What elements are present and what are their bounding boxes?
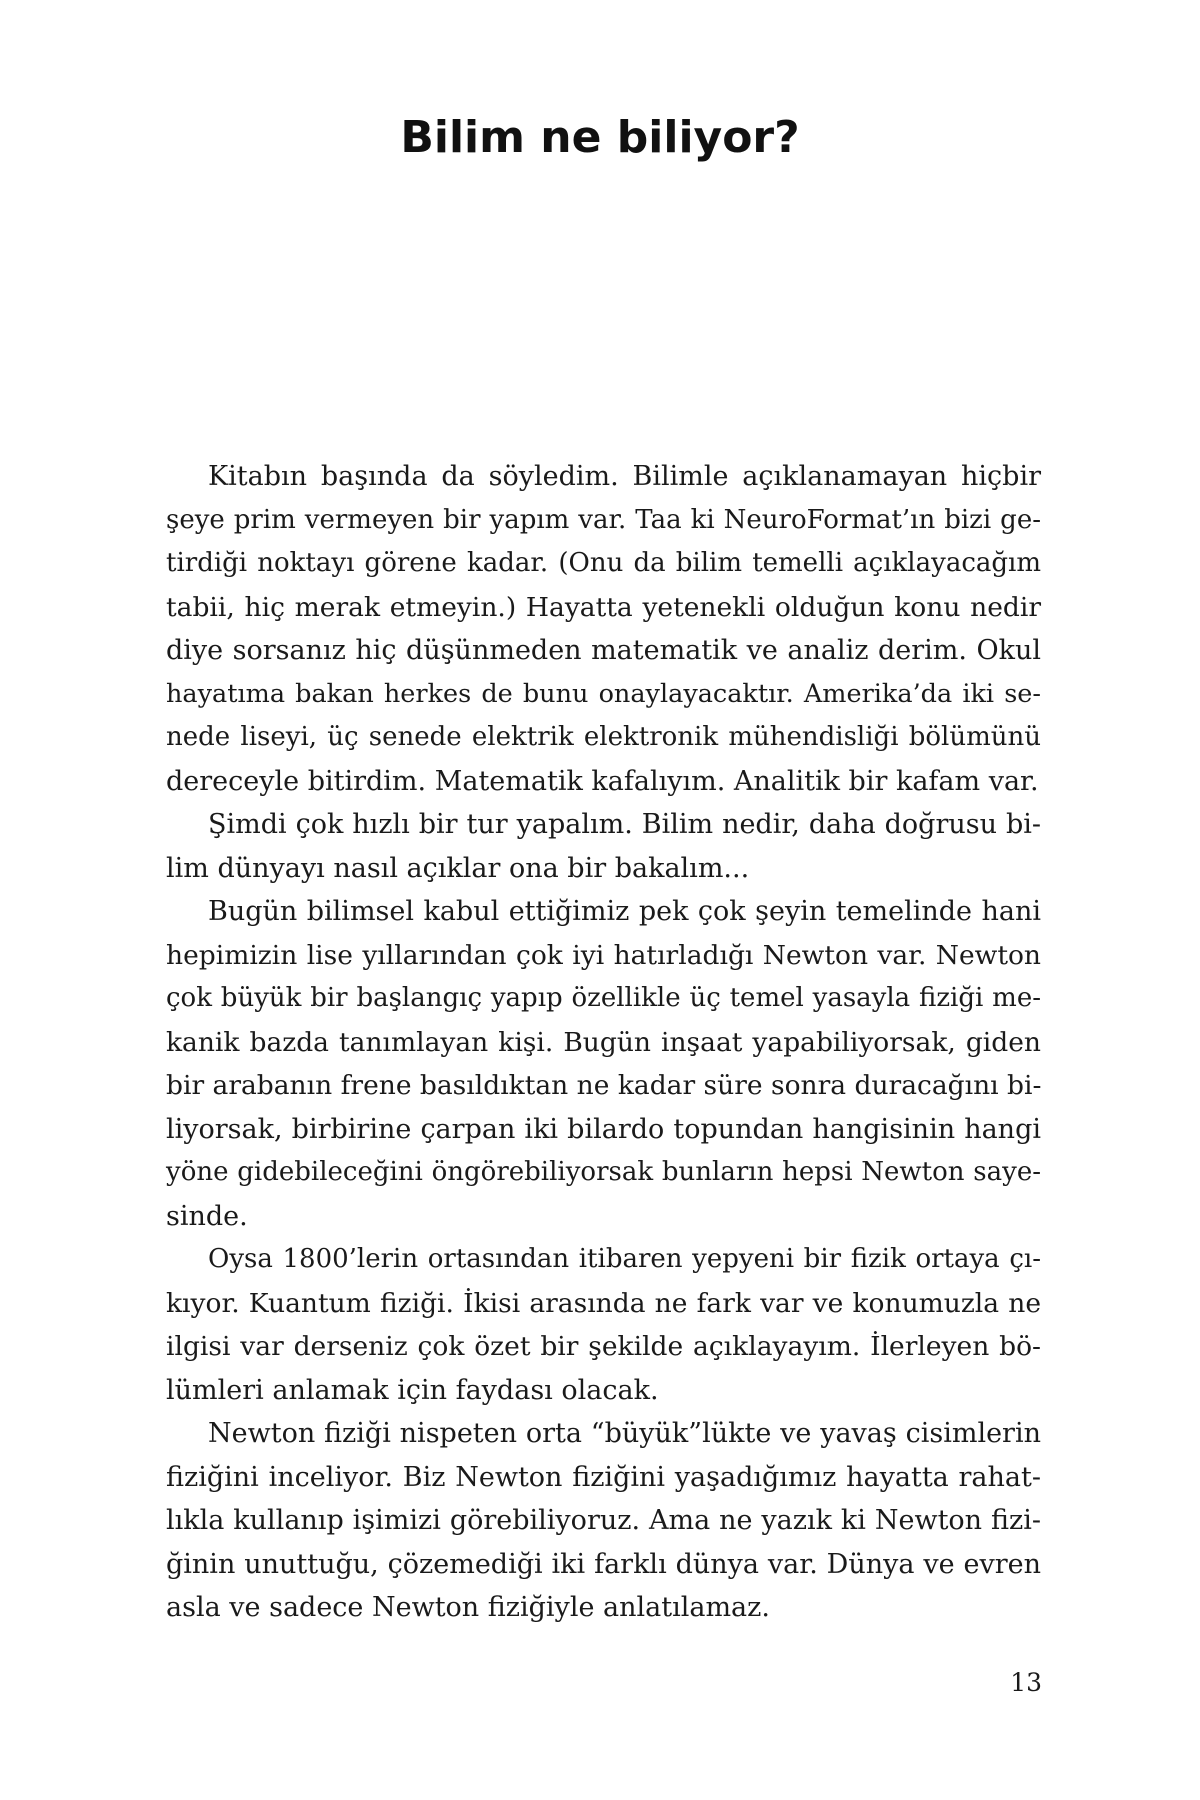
- text-line: fiziğini inceliyor. Biz Newton fiziğini yaşadığımız hayatta rahat-: [166, 1461, 1041, 1493]
- text-line: lümleri anlamak için faydası olacak.: [166, 1374, 659, 1406]
- text-line: hayatıma bakan herkes de bunu onaylayacaktır. Amerika’da iki se-: [166, 678, 1041, 709]
- text-line: diye sorsanız hiç düşünmeden matematik ve analiz derim. Okul: [166, 635, 1041, 666]
- text-line: yöne gidebileceğini öngörebiliyorsak bunların hepsi Newton saye-: [166, 1157, 1041, 1187]
- text-line: kanik bazda tanımlayan kişi. Bugün inşaat yapabiliyorsak, giden: [166, 1026, 1041, 1058]
- text-line: nede liseyi, üç senede elektrik elektronik mühendisliği bölümünü: [166, 722, 1041, 752]
- text-line: Bugün bilimsel kabul ettiğimiz pek çok şeyin temelinde hani: [208, 896, 1041, 927]
- text-line: Newton fiziği nispeten orta “büyük”lükte ve yavaş cisimlerin: [208, 1418, 1041, 1449]
- text-line: çok büyük bir başlangıç yapıp özellikle üç temel yasayla fiziği me-: [166, 983, 1041, 1013]
- chapter-title: Bilim ne biliyor?: [400, 112, 800, 163]
- text-line: Oysa 1800’lerin ortasından itibaren yepyeni bir fizik ortaya çı-: [208, 1244, 1041, 1274]
- text-line: liyorsak, birbirine çarpan iki bilardo topundan hangisinin hangi: [166, 1113, 1041, 1145]
- text-line: tabii, hiç merak etmeyin.) Hayatta yetenekli olduğun konu nedir: [166, 591, 1041, 623]
- body-text: [166, 455, 1041, 1630]
- text-line: Şimdi çok hızlı bir tur yapalım. Bilim nedir, daha doğrusu bi-: [208, 809, 1041, 840]
- text-line: hepimizin lise yıllarından çok iyi hatırladığı Newton var. Newton: [166, 939, 1041, 971]
- text-line: ğinin unuttuğu, çözemediği iki farklı dünya var. Dünya ve evren: [166, 1548, 1041, 1580]
- text-line: tirdiği noktayı görene kadar. (Onu da bilim temelli açıklayacağım: [166, 548, 1041, 578]
- text-line: dereceyle bitirdim. Matematik kafalıyım. Analitik bir kafam var.: [166, 765, 1039, 797]
- page-number: 13: [1010, 1668, 1042, 1697]
- text-line: ilgisi var derseniz çok özet bir şekilde açıklayayım. İlerleyen bö-: [166, 1331, 1041, 1362]
- text-line: sinde.: [166, 1200, 248, 1232]
- text-line: lim dünyayı nasıl açıklar ona bir bakalım...: [166, 852, 750, 884]
- text-line: bir arabanın frene basıldıktan ne kadar süre sonra duracağını bi-: [166, 1070, 1042, 1101]
- text-line: Kitabın başında da söyledim. Bilimle açıklanamayan hiçbir: [208, 461, 1041, 492]
- text-line: lıkla kullanıp işimizi görebiliyoruz. Ama ne yazık ki Newton fizi-: [166, 1505, 1041, 1536]
- text-line: kıyor. Kuantum fiziği. İkisi arasında ne fark var ve konumuzla ne: [166, 1287, 1041, 1319]
- text-line: şeye prim vermeyen bir yapım var. Taa ki NeuroFormat’ın bizi ge-: [166, 504, 1041, 535]
- text-line: asla ve sadece Newton fiziğiyle anlatılamaz.: [166, 1592, 770, 1623]
